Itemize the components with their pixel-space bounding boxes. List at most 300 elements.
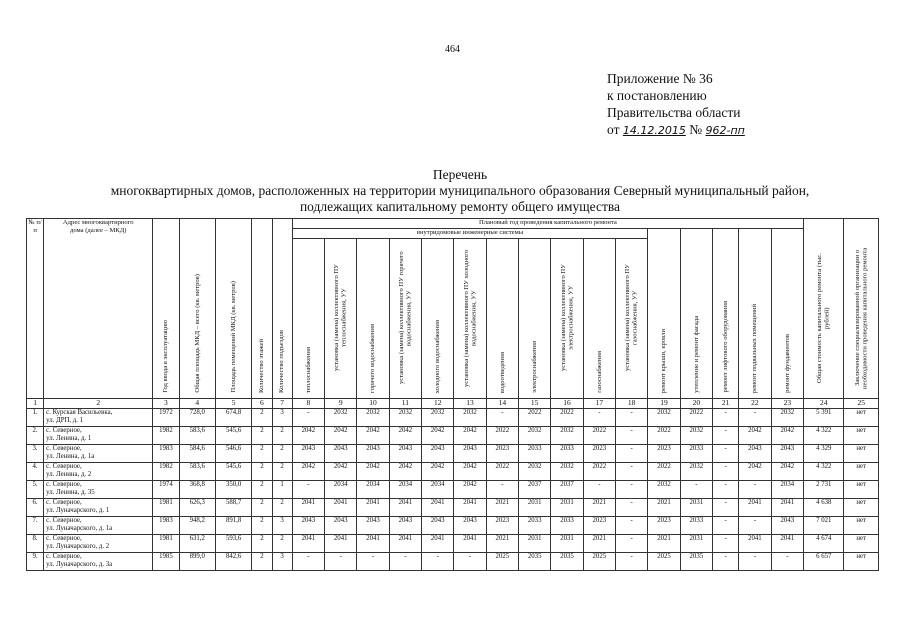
table-cell: 2023 [583,445,615,463]
table-cell: 2041 [454,535,486,553]
header-pu-gas: установка (замена) коллективного ПУ газоснабжения, УУ [616,239,648,399]
table-cell: 891,8 [215,517,251,535]
table-cell: - [712,535,738,553]
header-electric: электроснабжения [519,239,551,399]
table-cell: 2043 [739,445,771,463]
table-cell: нет [844,553,879,571]
table-cell: 2043 [325,517,357,535]
housing-repair-table [26,218,879,571]
table-cell: 2021 [583,535,615,553]
table-cell: - [357,553,389,571]
row-number: 7. [27,517,44,535]
table-cell: 2031 [680,535,712,553]
column-number: 23 [771,399,803,409]
table-cell: 2034 [422,481,454,499]
address-line: ул. Луначарского, д. 3а [46,561,113,568]
table-row [27,535,879,553]
address-line: ул. Ленина, д. 1а [46,453,95,460]
table-cell: 2032 [771,409,803,427]
table-cell: 2 [272,445,292,463]
table-cell: - [292,409,324,427]
table-cell: 2041 [739,535,771,553]
table-cell: 899,0 [179,553,215,571]
header-pu-cold: установка (замена) коллективного ПУ холодного водоснабжения, УУ [454,239,486,399]
table-cell: 2032 [551,427,583,445]
row-number: 2. [27,427,44,445]
column-number: 20 [680,399,712,409]
table-cell: нет [844,517,879,535]
table-cell: 2023 [583,517,615,535]
column-number: 21 [712,399,738,409]
table-cell: - [712,409,738,427]
table-cell: 1983 [153,445,179,463]
header-basement: ремонт подвальных помещений [739,229,771,399]
table-cell: 583,6 [179,427,215,445]
address-line: ул. Луначарского, д. 1а [46,525,113,532]
table-cell: 2041 [357,535,389,553]
table-cell: - [292,481,324,499]
table-cell: 1 [272,481,292,499]
table-cell: - [616,445,648,463]
column-number: 15 [519,399,551,409]
table-cell: - [712,427,738,445]
header-pu-hot: установка (замена) коллективного ПУ горячего водоснабжения, УУ [389,239,421,399]
table-cell: 2042 [422,463,454,481]
table-cell: 2032 [519,463,551,481]
table-cell: 2032 [389,409,421,427]
table-row [27,517,879,535]
table-cell: 1982 [153,427,179,445]
column-number: 12 [422,399,454,409]
header-facade: утепление и ремонт фасада [680,229,712,399]
table-cell: 2043 [454,445,486,463]
table-cell: 2022 [648,427,680,445]
header-foundation: ремонт фундаментов [771,229,803,399]
row-address [44,481,153,499]
table-row [27,499,879,517]
table-cell: 2035 [680,553,712,571]
table-cell: 4 322 [804,427,844,445]
column-number: 24 [804,399,844,409]
table-row [27,409,879,427]
table-cell: 2023 [648,517,680,535]
table-cell: 583,6 [179,463,215,481]
table-cell: 2032 [648,409,680,427]
table-cell: - [616,463,648,481]
table-cell: 2043 [454,517,486,535]
table-cell: 2034 [357,481,389,499]
table-cell: 2033 [551,445,583,463]
table-cell: 2042 [454,427,486,445]
table-cell: 2032 [422,409,454,427]
table-cell: 2 [272,535,292,553]
from-label: от [607,122,620,137]
table-body [27,219,879,571]
table-cell: 2023 [486,517,518,535]
table-cell: 588,7 [215,499,251,517]
row-number: 8. [27,535,44,553]
table-cell: - [616,427,648,445]
column-number: 19 [648,399,680,409]
title-line-2: многоквартирных домов, расположенных на территории муниципального образования Северный муниципальный район, [110,183,810,198]
table-cell: 2042 [357,427,389,445]
table-cell: 674,8 [215,409,251,427]
appendix-line-2: к постановлению [607,88,707,103]
header-roof: ремонт крыши, кровли [648,229,680,399]
table-cell: 2022 [551,409,583,427]
header-hot-water: горячего водоснабжения [357,239,389,399]
table-cell: 2033 [680,517,712,535]
header-premises-area: Площадь помещений МКД (кв. метров) [215,219,251,399]
table-cell: - [616,535,648,553]
table-cell: 2 [252,463,272,481]
table-cell: нет [844,481,879,499]
column-number-row [27,399,879,409]
column-number: 3 [153,399,179,409]
table-cell: 2031 [680,499,712,517]
table-cell: 2041 [292,499,324,517]
column-number: 16 [551,399,583,409]
header-address: Адрес многоквартирного дома (далее – МКД) [44,219,153,399]
table-cell: - [486,481,518,499]
header-heating: теплоснабжения [292,239,324,399]
table-cell: 2 [252,535,272,553]
table-cell: 2043 [357,517,389,535]
table-cell: 2 [252,445,272,463]
table-cell: 2041 [325,535,357,553]
table-cell: - [454,553,486,571]
row-number: 4. [27,463,44,481]
address-line: с. Северное, [46,499,82,506]
table-cell: 2042 [292,427,324,445]
table-cell: 2043 [771,517,803,535]
column-number: 6 [252,399,272,409]
table-cell: 2032 [357,409,389,427]
table-cell: 2031 [551,499,583,517]
table-cell: 2041 [422,535,454,553]
table-cell: 2021 [486,535,518,553]
column-number: 13 [454,399,486,409]
table-cell: 545,6 [215,427,251,445]
table-cell: 2032 [648,481,680,499]
table-cell: 2 [252,553,272,571]
address-line: с. Северное, [46,427,82,434]
number-sign: № [689,122,703,137]
table-cell: 2042 [771,427,803,445]
table-cell: - [712,499,738,517]
title-line-3: подлежащих капитальному ремонту общего имущества [299,199,621,214]
table-cell: нет [844,463,879,481]
table-cell: - [712,517,738,535]
row-number: 9. [27,553,44,571]
table-cell: 2042 [389,463,421,481]
table-cell: - [739,553,771,571]
table-cell: 2 [252,499,272,517]
header-engineering: внутридомовые инженерные системы [292,229,648,239]
header-entrances: Количество подъездов [272,219,292,399]
decree-number: 962-пп [705,124,745,137]
table-cell: 2041 [389,499,421,517]
address-line: с. Северное, [46,463,82,470]
table-cell: 368,8 [179,481,215,499]
table-cell: 2041 [422,499,454,517]
column-number: 18 [616,399,648,409]
table-cell: 2042 [422,427,454,445]
row-address [44,427,153,445]
row-address [44,553,153,571]
table-cell: - [583,409,615,427]
column-number: 9 [325,399,357,409]
table-cell: 2 [252,409,272,427]
table-cell: 2023 [648,445,680,463]
column-number: 11 [389,399,421,409]
table-cell: 2033 [519,445,551,463]
table-cell: 1974 [153,481,179,499]
table-cell: 4 322 [804,463,844,481]
table-cell: 3 [272,553,292,571]
table-cell: 2041 [292,535,324,553]
address-line: с. Северное, [46,517,82,524]
table-cell: 2 [272,427,292,445]
table-cell: - [739,409,771,427]
table-cell: 2043 [357,445,389,463]
table-cell: 2043 [389,517,421,535]
table-cell: 2037 [519,481,551,499]
table-cell: - [771,553,803,571]
table-cell: 7 021 [804,517,844,535]
table-cell: нет [844,427,879,445]
table-cell: 2042 [739,463,771,481]
column-number: 2 [44,399,153,409]
table-cell: 2041 [739,499,771,517]
table-cell: 2035 [519,553,551,571]
table-cell: 593,6 [215,535,251,553]
table-cell: - [292,553,324,571]
table-cell: - [616,409,648,427]
table-cell: 1981 [153,535,179,553]
table-cell: 545,6 [215,463,251,481]
header-gas: газоснабжения [583,239,615,399]
table-cell: 2022 [583,427,615,445]
table-cell: 350,0 [215,481,251,499]
table-cell: 2033 [551,517,583,535]
document-title [60,167,860,215]
header-pu-heat: установка (замена) коллективного ПУ теплоснабжения, УУ [325,239,357,399]
row-number: 5. [27,481,44,499]
address-line: ул. Ленина, д. 35 [46,489,95,496]
table-cell: 2025 [648,553,680,571]
address-line: с. Северное, [46,445,82,452]
table-cell: 2042 [389,427,421,445]
appendix-header [607,70,745,139]
header-floors: Количество этажей [252,219,272,399]
row-address [44,463,153,481]
table-cell: 6 657 [804,553,844,571]
table-row [27,481,879,499]
table-cell: 584,6 [179,445,215,463]
table-cell: 2034 [325,481,357,499]
appendix-line-1: Приложение № 36 [607,71,713,86]
table-cell: 2043 [325,445,357,463]
header-row-1 [27,219,879,229]
table-cell: 2043 [422,517,454,535]
table-cell: - [712,445,738,463]
table-cell: 2037 [551,481,583,499]
table-cell: 2022 [583,463,615,481]
table-cell: 4 674 [804,535,844,553]
row-number: 3. [27,445,44,463]
table-cell: 2042 [325,427,357,445]
header-conclusion: Заключение специализированной организации о необходимости проведения капитального ремонта [844,219,879,399]
table-cell: нет [844,535,879,553]
column-number: 10 [357,399,389,409]
header-year-built: Год ввода в эксплуатацию [153,219,179,399]
address-line: ул. Ленина, д. 2 [46,471,92,478]
table-cell: 2032 [680,463,712,481]
table-cell: 2021 [486,499,518,517]
table-cell: 948,2 [179,517,215,535]
table-cell: 2 731 [804,481,844,499]
table-cell: 2031 [519,499,551,517]
table-cell: 2025 [486,553,518,571]
row-address [44,409,153,427]
table-cell: 2 [252,427,272,445]
table-cell: - [616,481,648,499]
row-address [44,517,153,535]
column-number: 1 [27,399,44,409]
table-cell: - [389,553,421,571]
table-cell: 2042 [325,463,357,481]
table-cell: 2031 [519,535,551,553]
page-number: 464 [445,44,460,55]
table-cell: 631,2 [179,535,215,553]
table-cell: 2043 [771,445,803,463]
address-line: с. Северное, [46,553,82,560]
table-cell: - [616,517,648,535]
table-cell: 3 [272,517,292,535]
table-cell: 2021 [648,535,680,553]
table-cell: 2043 [292,517,324,535]
table-cell: 2043 [422,445,454,463]
table-cell: нет [844,409,879,427]
table-cell: 2031 [551,535,583,553]
table-cell: 2022 [519,409,551,427]
table-cell: 2041 [325,499,357,517]
appendix-line-3: Правительства области [607,105,741,120]
table-cell: - [739,481,771,499]
table-cell: 626,3 [179,499,215,517]
table-cell: 5 391 [804,409,844,427]
table-cell: 2032 [454,409,486,427]
header-pu-electric: установка (замена) коллективного ПУ электроснабжения, УУ [551,239,583,399]
table-cell: 2042 [292,463,324,481]
table-cell: - [616,553,648,571]
table-cell: нет [844,445,879,463]
table-cell: - [486,409,518,427]
address-line: ул. Луначарского, д. 1 [46,507,110,514]
table-cell: 2034 [771,481,803,499]
table-cell: 2025 [583,553,615,571]
table-cell: 2 [252,481,272,499]
table-cell: 2042 [739,427,771,445]
table-cell: - [739,517,771,535]
table-cell: 3 [272,409,292,427]
table-cell: 1972 [153,409,179,427]
table-cell: 2032 [325,409,357,427]
table-cell: 2041 [389,535,421,553]
address-line: ул. ДРП, д. 1 [46,417,84,424]
table-cell: 2035 [551,553,583,571]
table-cell: 2022 [486,427,518,445]
table-cell: 546,6 [215,445,251,463]
row-number: 6. [27,499,44,517]
header-total-area: Общая площадь МКД – всего (кв. метров) [179,219,215,399]
table-cell: 2041 [454,499,486,517]
header-total-cost: Общая стоимость капитального ремонта (тыс. рублей) [804,219,844,399]
table-cell: 2021 [583,499,615,517]
table-cell: 2032 [551,463,583,481]
header-num: № п/п [27,219,44,399]
table-cell: 2022 [680,409,712,427]
table-cell: 842,6 [215,553,251,571]
table-cell: - [712,553,738,571]
column-number: 5 [215,399,251,409]
column-number: 17 [583,399,615,409]
table-cell: 2032 [680,427,712,445]
table-cell: 728,0 [179,409,215,427]
table-cell: 2022 [648,463,680,481]
header-lift: ремонт лифтового оборудования [712,229,738,399]
table-cell: 2041 [357,499,389,517]
table-cell: нет [844,499,879,517]
table-cell: - [583,481,615,499]
table-cell: 1981 [153,499,179,517]
column-number: 14 [486,399,518,409]
table-cell: 4 329 [804,445,844,463]
table-cell: 2043 [389,445,421,463]
table-cell: 2023 [486,445,518,463]
table-cell: - [422,553,454,571]
table-row [27,463,879,481]
row-address [44,445,153,463]
title-line-1: Перечень [432,167,488,182]
table-cell: 2022 [486,463,518,481]
table-cell: - [616,499,648,517]
table-cell: 2034 [389,481,421,499]
header-drainage: водоотведения [486,239,518,399]
table-cell: 2042 [454,463,486,481]
row-number: 1. [27,409,44,427]
table-cell: 2043 [292,445,324,463]
row-address [44,499,153,517]
table-row [27,553,879,571]
header-cold-water: холодного водоснабжения [422,239,454,399]
table-cell: - [325,553,357,571]
column-number: 8 [292,399,324,409]
column-number: 7 [272,399,292,409]
table-cell: 2032 [519,427,551,445]
table-cell: 2042 [771,463,803,481]
table-cell: 2042 [454,481,486,499]
table-cell: 1982 [153,463,179,481]
table-cell: 2041 [771,535,803,553]
address-line: с. Курская Васильевка, [46,409,113,416]
appendix-line-4 [607,121,745,139]
address-line: ул. Ленина, д. 1 [46,435,92,442]
table-cell: 2 [272,463,292,481]
table-cell: - [712,481,738,499]
table-cell: - [680,481,712,499]
